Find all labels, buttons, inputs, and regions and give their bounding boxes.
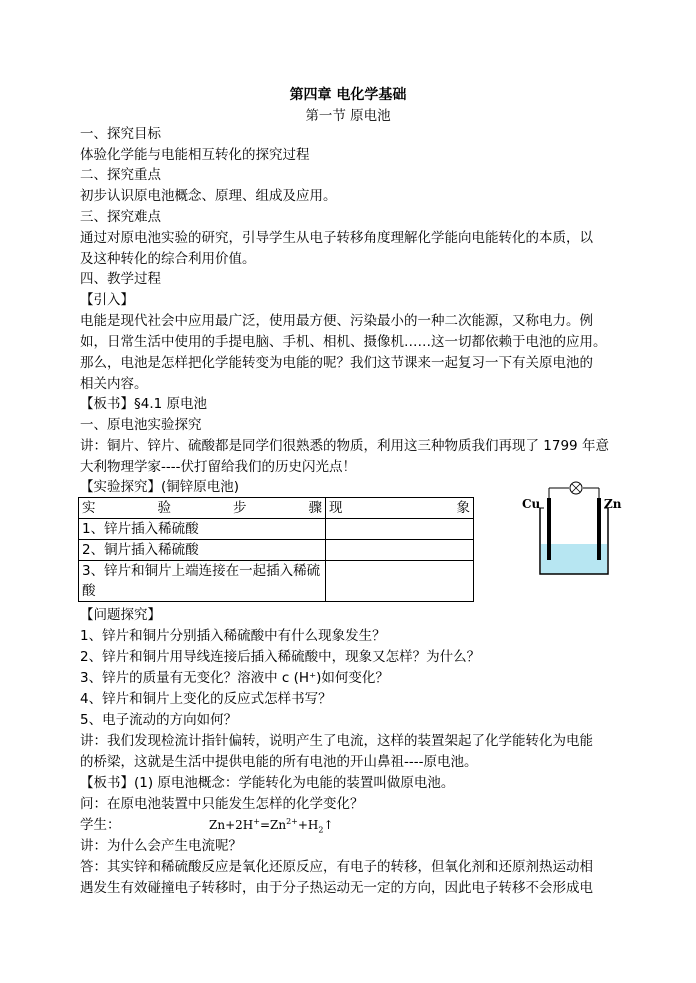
heading-process: 四、教学过程	[80, 271, 161, 287]
text-line: 通过对原电池实验的研究，引导学生从电子转移角度理解化学能向电能转化的本质，以	[80, 230, 593, 246]
galvanic-cell-diagram	[516, 480, 626, 580]
header-char: 验	[157, 500, 171, 516]
label-intro: 【引入】	[80, 292, 134, 308]
table-row	[79, 540, 474, 561]
text-line: 问：在原电池装置中只能发生怎样的化学变化？	[80, 796, 364, 812]
label-experiment: 【实验探究】(铜锌原电池)	[80, 479, 240, 495]
table-cell-line: 3、锌片和铜片上端连接在一起插入稀硫	[82, 563, 321, 579]
formula-part: =Zn	[259, 818, 287, 832]
text-line: 如，日常生活中使用的手提电脑、手机、相机、摄像机……这一切都依赖于电池的应用。	[80, 334, 607, 350]
table-cell-observation	[326, 540, 474, 561]
text-line: 遇发生有效碰撞电子转移时，由于分子热运动无一定的方向，因此电子转移不会形成电	[80, 880, 593, 896]
question-item: 5、电子流动的方向如何？	[80, 712, 238, 728]
text-line: 电能是现代社会中应用最广泛，使用最方便、污染最小的一种二次能源，又称电力。例	[80, 313, 593, 329]
formula-part: +H	[297, 818, 319, 832]
zinc-electrode	[597, 498, 601, 560]
heading-difficulty: 三、探究难点	[80, 209, 161, 225]
zinc-label: Zn	[604, 497, 622, 511]
heading-focus: 二、探究重点	[80, 167, 161, 183]
question-item: 2、锌片和铜片用导线连接后插入稀硫酸中，现象又怎样？为什么？	[80, 649, 481, 665]
formula-charge: +	[253, 817, 260, 826]
text-line: 及这种转化的综合利用价值。	[80, 251, 256, 267]
text-line: 那么，电池是怎样把化学能转变为电能的呢？我们这节课来一起复习一下有关原电池的	[80, 355, 593, 371]
text-line: 的桥梁，这就是生活中提供电能的所有电池的开山鼻祖----原电池。	[80, 754, 478, 770]
text-line: 相关内容。	[80, 376, 148, 392]
label-student: 学生：	[80, 817, 121, 833]
formula-part: Zn+2H	[209, 818, 254, 832]
text-line: 体验化学能与电能相互转化的探究过程	[80, 147, 310, 163]
table-row	[79, 561, 474, 602]
header-char: 现	[329, 500, 343, 516]
label-question: 【问题探究】	[80, 607, 161, 623]
header-char: 步	[233, 500, 247, 516]
text-line: 初步认识原电池概念、原理、组成及应用。	[80, 188, 337, 204]
question-item: 3、锌片的质量有无变化？溶液中 c (H⁺)如何变化？	[80, 670, 389, 686]
table-cell-step: 1、锌片插入稀硫酸	[79, 519, 326, 540]
label-board: 【板书】(1) 原电池概念：学能转化为电能的装置叫做原电池。	[80, 775, 455, 791]
table-cell-observation	[326, 519, 474, 540]
header-char: 骤	[308, 500, 322, 516]
copper-electrode	[547, 498, 551, 560]
table-header-step	[79, 498, 326, 519]
label-board: 【板书】§4.1 原电池	[80, 396, 208, 412]
question-item: 1、锌片和铜片分别插入稀硫酸中有什么现象发生？	[80, 628, 386, 644]
text-line: 讲：我们发现检流计指针偏转，说明产生了电流，这样的装置架起了化学能转化为电能	[80, 733, 593, 749]
text-line: 讲：铜片、锌片、硫酸都是同学们很熟悉的物质，利用这三种物质我们再现了 1799 年意	[80, 438, 609, 454]
heading-experiment: 一、原电池实验探究	[80, 417, 202, 433]
table-cell-step	[79, 561, 326, 602]
text-line: 答：其实锌和稀硫酸反应是氧化还原反应，有电子的转移，但氧化剂和还原剂热运动相	[80, 859, 593, 875]
experiment-table	[78, 497, 474, 602]
text-line: 大利物理学家----伏打留给我们的历史闪光点！	[80, 459, 356, 475]
formula-subscript: 2	[318, 825, 324, 835]
section-title: 第一节 原电池	[305, 108, 391, 124]
header-char: 象	[456, 500, 470, 516]
table-cell-observation	[326, 561, 474, 602]
table-cell-step: 2、铜片插入稀硫酸	[79, 540, 326, 561]
table-header-row	[79, 498, 474, 519]
header-char: 实	[82, 500, 96, 516]
chapter-title: 第四章 电化学基础	[289, 87, 407, 103]
formula-charge: 2+	[286, 817, 298, 826]
copper-label: Cu	[522, 497, 541, 511]
question-item: 4、锌片和铜片上变化的反应式怎样书写？	[80, 691, 332, 707]
gas-arrow: ↑	[323, 818, 334, 832]
table-cell-line: 酸	[82, 583, 96, 599]
table-header-observation	[326, 498, 474, 519]
reaction-equation	[209, 817, 334, 834]
text-line: 讲：为什么会产生电流呢？	[80, 838, 242, 854]
heading-goal: 一、探究目标	[80, 126, 161, 142]
table-row	[79, 519, 474, 540]
